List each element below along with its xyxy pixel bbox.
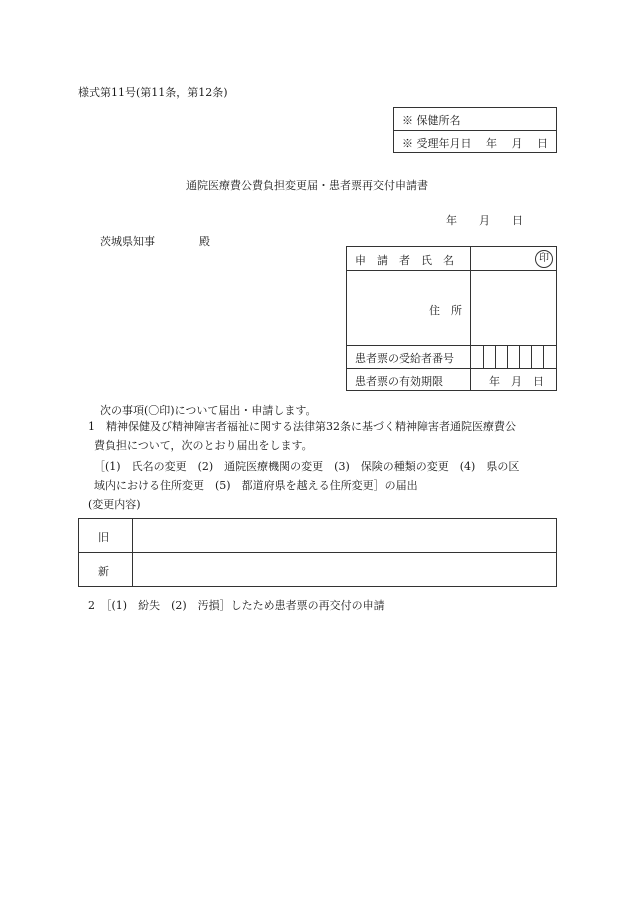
validity-value: 年 月 日 (489, 375, 544, 388)
old-content-field[interactable] (139, 529, 549, 547)
item2-text: 2 ［(1) 紛失 (2) 汚損］したため患者票の再交付の申請 (88, 599, 385, 612)
item1-line4: 域内における住所変更 (5) 都道府県を越える住所変更］の届出 (94, 479, 418, 492)
applicant-name-label: 申 請 者 氏 名 (355, 254, 454, 267)
new-label: 新 (98, 565, 109, 578)
form-number: 様式第11号(第11条，第12条) (78, 86, 228, 99)
applicant-table (346, 246, 557, 391)
receipt-date-label: ※ 受理年月日 年 月 日 (402, 137, 548, 150)
date-line: 年 月 日 (446, 214, 523, 227)
document-title: 通院医療費公費負担変更届・患者票再交付申請書 (186, 179, 428, 192)
item1-line2: 費負担について，次のとおり届出をします。 (94, 439, 313, 452)
seal-mark: 印 (535, 250, 553, 268)
addressee: 茨城県知事 殿 (100, 235, 210, 248)
address-label: 住 所 (429, 304, 462, 317)
recipient-number-label: 患者票の受給者番号 (355, 352, 454, 365)
change-content-label: (変更内容) (88, 498, 141, 511)
item1-line3: ［(1) 氏名の変更 (2) 通院医療機関の変更 (3) 保険の種類の変更 (4) 県の区 (94, 460, 520, 473)
intro-text: 次の事項(〇印)について届出・申請します。 (100, 404, 317, 417)
old-label: 旧 (98, 531, 109, 544)
validity-label: 患者票の有効期限 (355, 375, 443, 388)
new-content-field[interactable] (139, 563, 549, 581)
change-table (78, 518, 557, 587)
item1-line1: 1 精神保健及び精神障害者福祉に関する法律第32条に基づく精神障害者通院医療費公 (88, 420, 516, 433)
health-office-label: ※ 保健所名 (402, 114, 461, 127)
office-use-box (393, 107, 557, 153)
